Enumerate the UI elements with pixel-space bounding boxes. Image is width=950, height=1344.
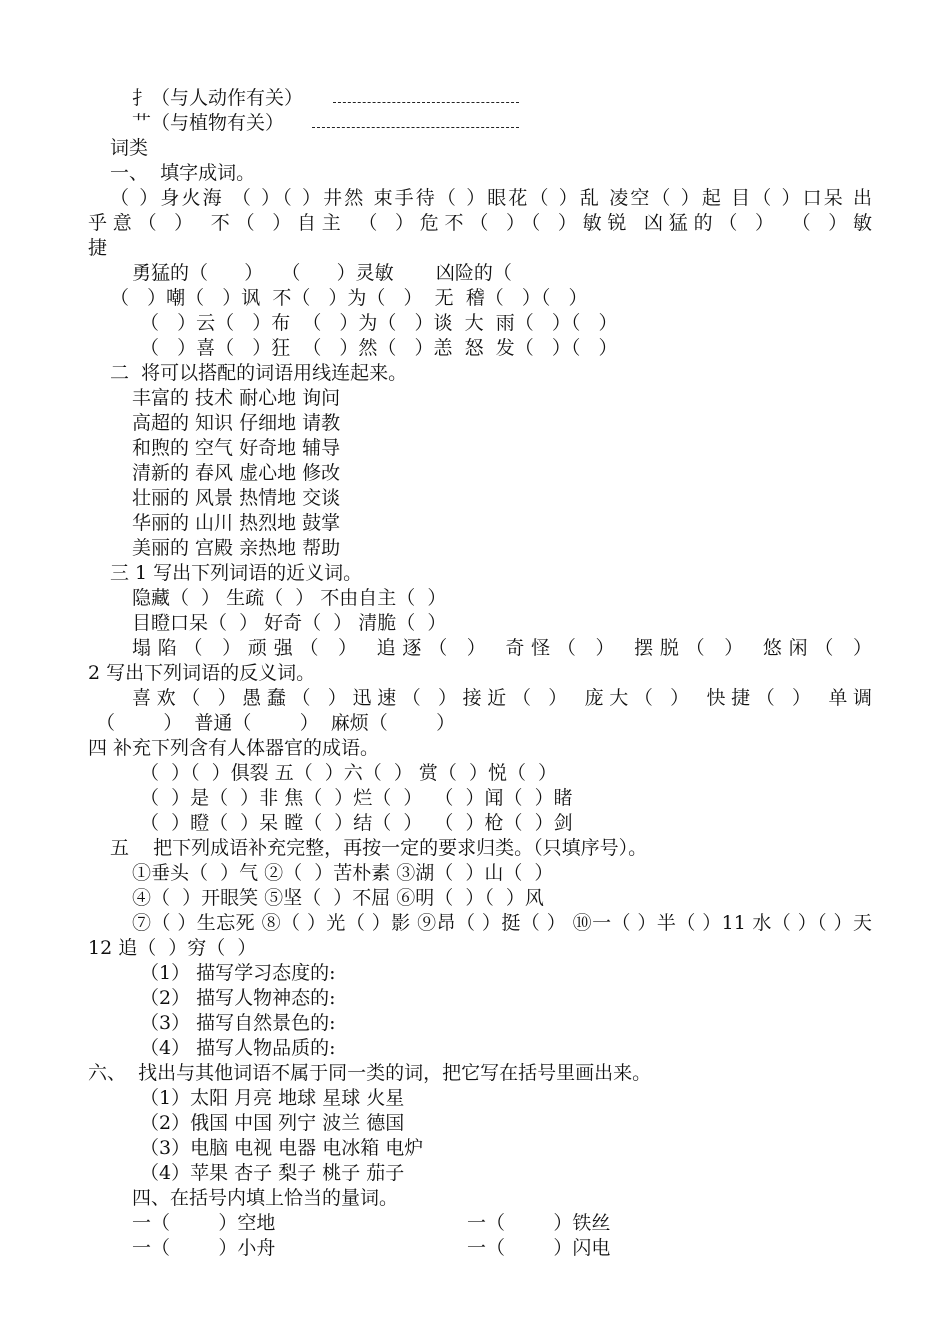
section-1-line: 捷	[88, 237, 108, 259]
section-6-title: 六、 找出与其他词语不属于同一类的词，把它写在括号里画出来。	[88, 1062, 652, 1084]
section-7-title: 四、在括号内填上恰当的量词。	[132, 1187, 399, 1209]
category-item: （4） 描写人物品质的:	[140, 1037, 336, 1059]
match-row: 美丽的 宫殿 亲热地 帮助	[132, 537, 341, 559]
section-1-line: （ ）喜（ ）狂 （ ）然（ ）恙 怒 发（ ）（ ）	[140, 337, 618, 359]
antonym-line: 喜欢（ ）愚蠢（ ）迅速（ ）接近（ ） 庞大（ ） 快捷（ ） 单调	[132, 687, 872, 709]
idiom-fill-line: 12 追（ ）穷（ ）	[88, 937, 257, 959]
idiom-line: （ ）是（ ）非 焦（ ）烂（ ） （ ）闻（ ）睹	[140, 787, 573, 809]
idiom-line: （ ）（ ）俱裂 五（ ）六（ ） 赏（ ）悦（ ）	[140, 762, 558, 784]
section-1-line: 乎意（ ） 不（ ）自主 （ ）危不（ ）（ ）敏锐 凶猛的（ ） （ ）敏	[88, 212, 872, 234]
match-row: 清新的 春风 虚心地 修改	[132, 462, 341, 484]
measure-word-item: 一（ ）闪电	[467, 1237, 611, 1259]
measure-word-item: 一（ ）小舟	[132, 1237, 276, 1259]
antonym-title: 2 写出下列词语的反义词。	[88, 662, 316, 684]
radical-grass-label: 艹（与植物有关）	[132, 112, 285, 134]
antonym-line: （ ） 普通（ ） 麻烦（ ）	[96, 712, 456, 734]
measure-word-item: 一（ ）空地	[132, 1212, 276, 1234]
measure-word-item: 一（ ）铁丝	[467, 1212, 611, 1234]
odd-one-out-row: （3）电脑 电视 电器 电冰箱 电炉	[140, 1137, 424, 1159]
idiom-fill-line: ⑦（ ）生忘死 ⑧（ ）光（ ）影 ⑨昂（ ）挺（ ） ⑩一（ ）半（ ）11 水（ ）（ ）天	[132, 912, 872, 934]
match-row: 华丽的 山川 热烈地 鼓掌	[132, 512, 341, 534]
section-1-title: 一、 填字成词。	[110, 162, 256, 184]
section-1-line: （ ）身火海 （ ）（ ）井然 束手待（ ）眼花（ ）乱 凌空（ ）起 目（ ）口呆 出	[110, 187, 872, 209]
odd-one-out-row: （1）太阳 月亮 地球 星球 火星	[140, 1087, 405, 1109]
radical-hand-label: 扌（与人动作有关）	[132, 87, 304, 109]
idiom-line: （ ）瞪（ ）呆 瞠（ ）结（ ） （ ）枪（ ）剑	[140, 812, 573, 834]
section-1-line: 勇猛的（ ） （ ）灵敏 凶险的（	[132, 262, 512, 284]
match-row: 壮丽的 风景 热情地 交谈	[132, 487, 341, 509]
section-3-title: 三 1 写出下列词语的近义词。	[110, 562, 363, 584]
section-1-line: （ ）云（ ）布 （ ）为（ ）谈 大 雨（ ）（ ）	[140, 312, 618, 334]
section-2-title: 二 将可以搭配的词语用线连起来。	[110, 362, 408, 384]
synonym-line: 目瞪口呆（ ） 好奇（ ） 清脆（ ）	[132, 612, 447, 634]
synonym-line: 塌陷（ ）顽强（ ） 追逐（ ） 奇怪（ ） 摆脱（ ） 悠闲（ ）	[132, 637, 872, 659]
section-4-title: 四 补充下列含有人体器官的成语。	[88, 737, 380, 759]
section-1-line: （ ）嘲（ ）讽 不（ ）为（ ） 无 稽（ ）（ ）	[110, 287, 588, 309]
match-row: 高超的 知识 仔细地 请教	[132, 412, 341, 434]
odd-one-out-row: （4）苹果 杏子 梨子 桃子 茄子	[140, 1162, 405, 1184]
category-item: （3） 描写自然景色的:	[140, 1012, 336, 1034]
category-item: （1） 描写学习态度的:	[140, 962, 336, 984]
synonym-line: 隐藏（ ） 生疏（ ） 不由自主（ ）	[132, 587, 447, 609]
category-heading: 词类	[110, 137, 149, 159]
match-row: 丰富的 技术 耐心地 询问	[132, 387, 341, 409]
answer-blank-line	[312, 127, 519, 128]
answer-blank-line	[333, 102, 519, 103]
idiom-fill-line: ④（ ）开眼笑 ⑤坚（ ）不屈 ⑥明（ ）（ ）风	[132, 887, 544, 909]
section-5-title: 五 把下列成语补充完整，再按一定的要求归类。（只填序号）。	[110, 837, 648, 859]
idiom-fill-line: ①垂头（ ）气 ②（ ）苦朴素 ③湖（ ）山（ ）	[132, 862, 554, 884]
match-row: 和煦的 空气 好奇地 辅导	[132, 437, 341, 459]
odd-one-out-row: （2）俄国 中国 列宁 波兰 德国	[140, 1112, 405, 1134]
category-item: （2） 描写人物神态的:	[140, 987, 336, 1009]
